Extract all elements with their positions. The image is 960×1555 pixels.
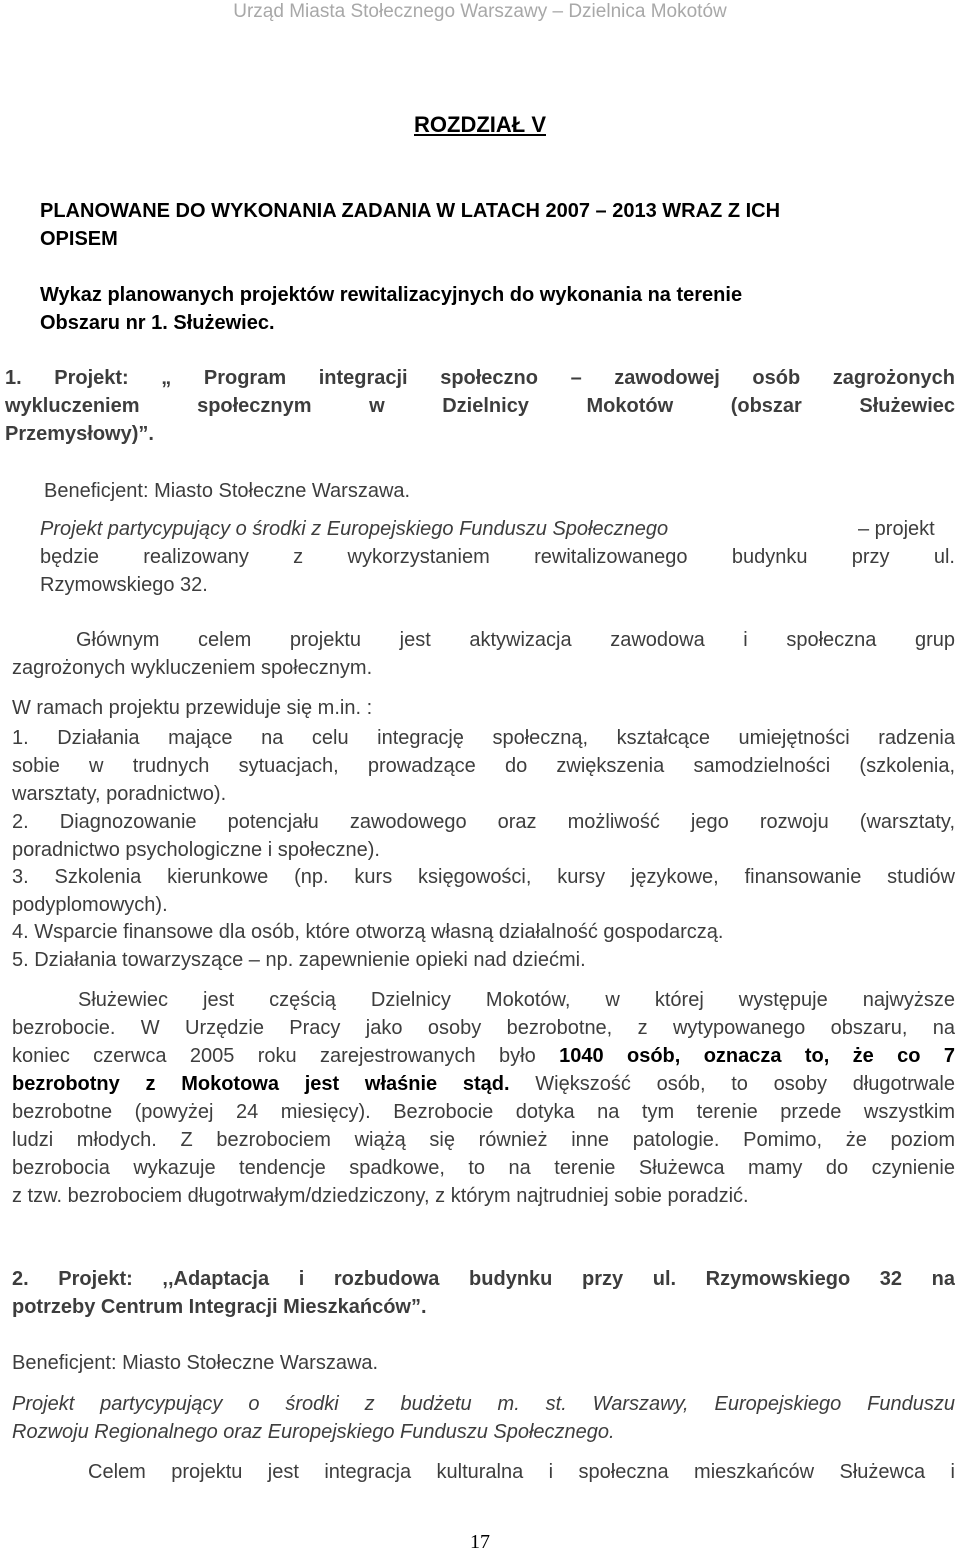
project1-funding-line-1-tail: – projekt	[858, 518, 935, 540]
project1-context-line-3: koniec czerwca 2005 roku zarejestrowanych było 1040 osób, oznacza to, że co 7	[12, 1045, 955, 1067]
project1-item-4: 4. Wsparcie finansowe dla osób, które otworzą własną działalność gospodarczą.	[12, 921, 724, 943]
project1-item-1-line-1: 1. Działania mające na celu integrację społeczną, kształcące umiejętności radzenia	[12, 727, 955, 749]
project1-context-line-1: Służewiec jest częścią Dzielnicy Mokotów, w której występuje najwyższe	[78, 989, 955, 1011]
page-number: 17	[470, 1531, 490, 1553]
project1-funding-line-1: Projekt partycypujący o środki z Europejskiego Funduszu Społecznego	[40, 518, 669, 540]
project2-title-line-1: 2. Projekt: ,,Adaptacja i rozbudowa budynku przy ul. Rzymowskiego 32 na	[12, 1268, 955, 1290]
project1-item-3-line-1: 3. Szkolenia kierunkowe (np. kurs księgowości, kursy językowe, finansowanie studiów	[12, 866, 955, 888]
chapter-title: ROZDZIAŁ V	[414, 112, 546, 137]
project1-context-line-4: bezrobotny z Mokotowa jest właśnie stąd. Większość osób, to osoby długotrwale	[12, 1073, 955, 1095]
project1-title-line-2: wykluczeniem społecznym w Dzielnicy Mokotów (obszar Służewiec	[5, 395, 955, 417]
project1-context-line-6: ludzi młodych. Z bezrobociem wiążą się również inne patologie. Pomimo, że poziom	[12, 1129, 955, 1151]
project1-item-3-line-2: podyplomowych).	[12, 894, 168, 916]
project2-title-line-2: potrzeby Centrum Integracji Mieszkańców”.	[12, 1296, 427, 1318]
project1-title-line-1: 1. Projekt: „ Program integracji społeczno – zawodowej osób zagrożonych	[5, 367, 955, 389]
section-title-line-1: PLANOWANE DO WYKONANIA ZADANIA W LATACH 2007 – 2013 WRAZ Z ICH	[40, 200, 781, 222]
project1-beneficiary: Beneficjent: Miasto Stołeczne Warszawa.	[44, 480, 411, 502]
project1-context-line-7: bezrobocia wykazuje tendencje spadkowe, to na terenie Służewca mamy do czynienie	[12, 1157, 955, 1179]
project1-context-line-2: bezrobocie. W Urzędzie Pracy jako osoby bezrobotne, z wytypowanego obszaru, na	[12, 1017, 955, 1039]
project1-title-line-3: Przemysłowy)”.	[5, 423, 154, 445]
list-title-line-1: Wykaz planowanych projektów rewitalizacyjnych do wykonania na terenie	[40, 284, 743, 306]
project1-funding-line-3: Rzymowskiego 32.	[40, 574, 208, 596]
project2-funding-line-2: Rozwoju Regionalnego oraz Europejskiego Funduszu Społecznego.	[12, 1421, 615, 1443]
project1-goal-line-1: Głównym celem projektu jest aktywizacja zawodowa i społeczna grup	[76, 629, 955, 651]
project1-goal-line-2: zagrożonych wykluczeniem społecznym.	[12, 657, 373, 679]
list-title-line-2: Obszaru nr 1. Służewiec.	[40, 312, 275, 334]
project1-scope-intro: W ramach projektu przewiduje się m.in. :	[12, 697, 373, 719]
document-header: Urząd Miasta Stołecznego Warszawy – Dzielnica Mokotów	[233, 1, 727, 22]
project1-item-1-line-2: sobie w trudnych sytuacjach, prowadzące do zwiększenia samodzielności (szkolenia,	[12, 755, 955, 777]
project1-context-line-5: bezrobotne (powyżej 24 miesięcy). Bezrobocie dotyka na tym terenie przede wszystkim	[12, 1101, 955, 1123]
project2-funding-line-1: Projekt partycypujący o środki z budżetu m. st. Warszawy, Europejskiego Funduszu	[12, 1393, 955, 1415]
project1-context-line-8: z tzw. bezrobociem długotrwałym/dziedziczony, z którym najtrudniej sobie poradzić.	[12, 1185, 749, 1207]
project1-item-2-line-2: poradnictwo psychologiczne i społeczne).	[12, 839, 380, 861]
project1-funding-line-2: będzie realizowany z wykorzystaniem rewitalizowanego budynku przy ul.	[40, 546, 955, 568]
section-title-line-2: OPISEM	[40, 228, 118, 250]
project1-item-5: 5. Działania towarzyszące – np. zapewnienie opieki nad dziećmi.	[12, 949, 586, 971]
project1-item-2-line-1: 2. Diagnozowanie potencjału zawodowego oraz możliwość jego rozwoju (warsztaty,	[12, 811, 955, 833]
project2-goal: Celem projektu jest integracja kulturalna i społeczna mieszkańców Służewca i	[88, 1461, 955, 1483]
project2-beneficiary: Beneficjent: Miasto Stołeczne Warszawa.	[12, 1352, 379, 1374]
project1-item-1-line-3: warsztaty, poradnictwo).	[12, 783, 227, 805]
